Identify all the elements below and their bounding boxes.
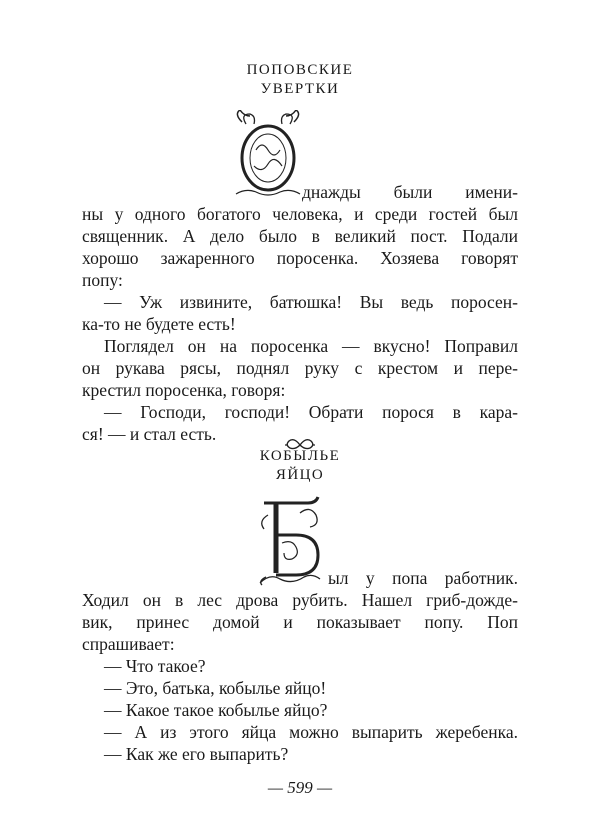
story-title-line: КОБЫЛЬЕ: [259, 448, 341, 464]
text-line: он рукава рясы, поднял руку с крестом и пере-: [82, 358, 518, 378]
text-line: — Господи, господи! Обрати порося в кара-: [104, 402, 518, 422]
text-line: Поглядел он на поросенка — вкусно! Поправил: [104, 336, 518, 356]
text-line: Ходил он в лес дрова рубить. Нашел гриб-дожде-: [82, 590, 518, 610]
story-title-line: ПОПОВСКИЕ: [246, 62, 354, 78]
text-line: — А из этого яйца можно выпарить жеребенка.: [104, 722, 518, 742]
text-line: вик, принес домой и показывает попу. Поп: [82, 612, 518, 632]
text-line: ка-то не будете есть!: [82, 314, 236, 334]
text-line: хорошо зажаренного поросенка. Хозяева говорят: [82, 248, 518, 268]
story-title-line: ЯЙЦО: [275, 467, 325, 483]
text-line: крестил поросенка, говоря:: [82, 380, 286, 400]
text-line: ыл у попа работник.: [328, 568, 518, 588]
text-line: ся! — и стал есть.: [82, 424, 217, 444]
text-line: — Уж извините, батюшка! Вы ведь поросен-: [104, 292, 518, 312]
text-line: ны у одного богатого человека, и среди гостей был: [82, 204, 518, 224]
text-line: днажды были имени-: [302, 182, 518, 202]
text-line: попу:: [82, 270, 123, 290]
ornamental-drop-cap-b: [256, 493, 328, 594]
text-line: — Что такое?: [104, 656, 206, 676]
text-line: — Какое такое кобылье яйцо?: [104, 700, 328, 720]
text-line: — Это, батька, кобылье яйцо!: [104, 678, 327, 698]
text-line: спрашивает:: [82, 634, 175, 654]
story-title-line: УВЕРТКИ: [260, 81, 340, 97]
page-number: — 599 —: [267, 778, 333, 797]
text-line: священник. А дело было в великий пост. Подали: [82, 226, 518, 246]
ornamental-drop-cap-o: [232, 110, 304, 207]
text-line: — Как же его выпарить?: [104, 744, 289, 764]
